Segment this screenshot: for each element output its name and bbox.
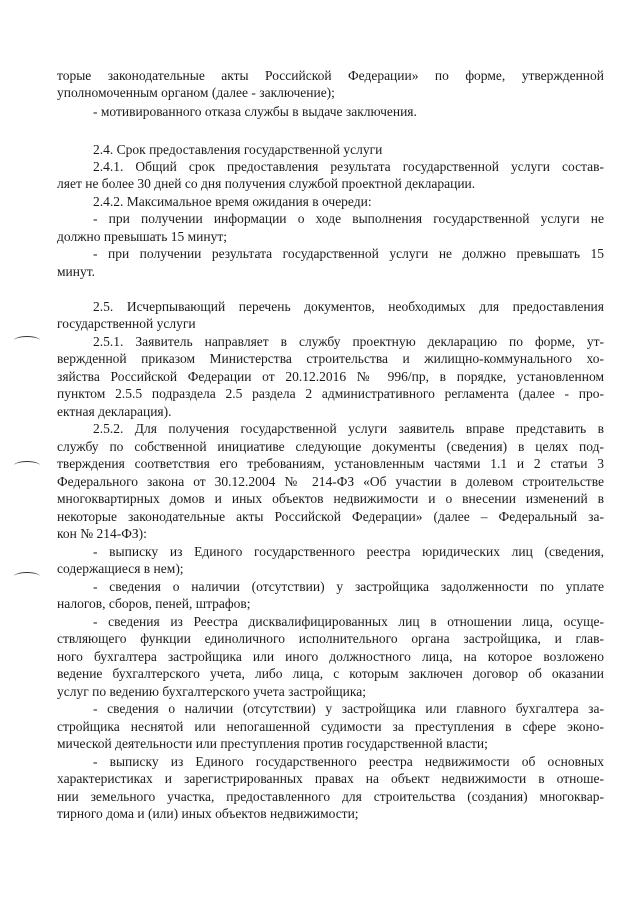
text-line: минут. — [57, 264, 96, 279]
text-line: - мотивированного отказа службы в выдаче заключения. — [93, 104, 417, 119]
text-line: многоквартирных домов и иных объектов недвижимости и о внесении изменений в — [57, 491, 604, 506]
text-line: 2.4.2. Максимальное время ожидания в очереди: — [93, 194, 372, 209]
section-heading: государственной услуги — [57, 316, 196, 331]
section-heading: 2.4. Срок предоставления государственной услуги — [93, 142, 383, 157]
list-item: - сведения о наличии (отсутствии) у застройщика задолженности по уплате — [93, 579, 604, 594]
text-line: характеристиках и зарегистрированных правах на объект недвижимости в отноше- — [57, 771, 604, 786]
text-line: услуг по ведению бухгалтерского учета застройщика; — [57, 684, 366, 699]
text-line: торые законодательные акты Российской Федерации» по форме, утвержденной — [57, 68, 604, 83]
text-line: - при получении результата государственной услуги не должно превышать 15 — [93, 246, 604, 261]
list-item: - выписку из Единого государственного реестра недвижимости об основных — [93, 754, 604, 769]
text-line: 2.4.1. Общий срок предоставления результата государственной услуги состав- — [93, 159, 604, 174]
list-item: - выписку из Единого государственного реестра юридических лиц (сведения, — [93, 544, 604, 559]
list-item: - сведения из Реестра дисквалифицированных лиц в отношении лица, осуще- — [93, 614, 604, 629]
text-line: ляет не более 30 дней со дня получения службой проектной декларации. — [57, 176, 476, 191]
text-line: тверждения соответствия его требованиям, установленным частями 1.1 и 2 статьи 3 — [57, 456, 604, 471]
text-line: мической деятельности или преступления против государственной власти; — [57, 736, 488, 751]
text-line: ектная декларация). — [57, 404, 172, 419]
text-line: - при получении информации о ходе выполнения государственной услуги не — [93, 211, 604, 226]
text-line: должно превышать 15 минут; — [57, 229, 228, 244]
text-line: пунктом 2.5.5 подраздела 2.5 раздела 2 административного регламента (далее - про- — [57, 386, 604, 401]
text-line: 2.5.2. Для получения государственной услуги заявитель вправе представить в — [93, 421, 604, 436]
text-line: уполномоченным органом (далее - заключение); — [57, 85, 335, 100]
text-line: Федерального закона от 30.12.2004 № 214-ФЗ «Об участии в долевом строительстве — [57, 474, 604, 489]
text-line: ствляющего функции единоличного исполнительного органа застройщика, и глав- — [57, 631, 604, 646]
text-line: некоторые законодательные акты Российской Федерации» (далее – Федеральный за- — [57, 509, 604, 524]
text-line: тирного дома и (или) иных объектов недвижимости; — [57, 806, 359, 821]
text-line: зяйства Российской Федерации от 20.12.2016 № 996/пр, в порядке, установленном — [57, 369, 604, 384]
text-line: 2.5.1. Заявитель направляет в службу проектную декларацию по форме, ут- — [93, 334, 604, 349]
text-line: нии земельного участка, предоставленного для строительства (создания) многоквар- — [57, 789, 604, 804]
text-line: ведение бухгалтерского учета, либо лица, с которым заключен договор об оказании — [57, 666, 604, 681]
binding-mark — [14, 572, 40, 581]
text-line: вержденной приказом Министерства строительства и жилищно-коммунального хо- — [57, 351, 604, 366]
text-line: содержащиеся в нем); — [57, 561, 184, 576]
list-item: - сведения о наличии (отсутствии) у застройщика или главного бухгалтера за- — [93, 701, 604, 716]
text-line: службу по собственной инициативе следующие документы (сведения) в целях под- — [57, 439, 604, 454]
section-heading: 2.5. Исчерпывающий перечень документов, необходимых для предоставления — [93, 299, 604, 314]
text-line: кон № 214-ФЗ): — [57, 526, 147, 541]
text-line: стройщика неснятой или непогашенной судимости за преступления в сфере эконо- — [57, 719, 604, 734]
text-line: налогов, сборов, пеней, штрафов; — [57, 596, 251, 611]
text-line: ного бухгалтера застройщика или иного должностного лица, на которое возложено — [57, 649, 604, 664]
binding-mark — [14, 461, 40, 470]
binding-mark — [14, 336, 40, 345]
